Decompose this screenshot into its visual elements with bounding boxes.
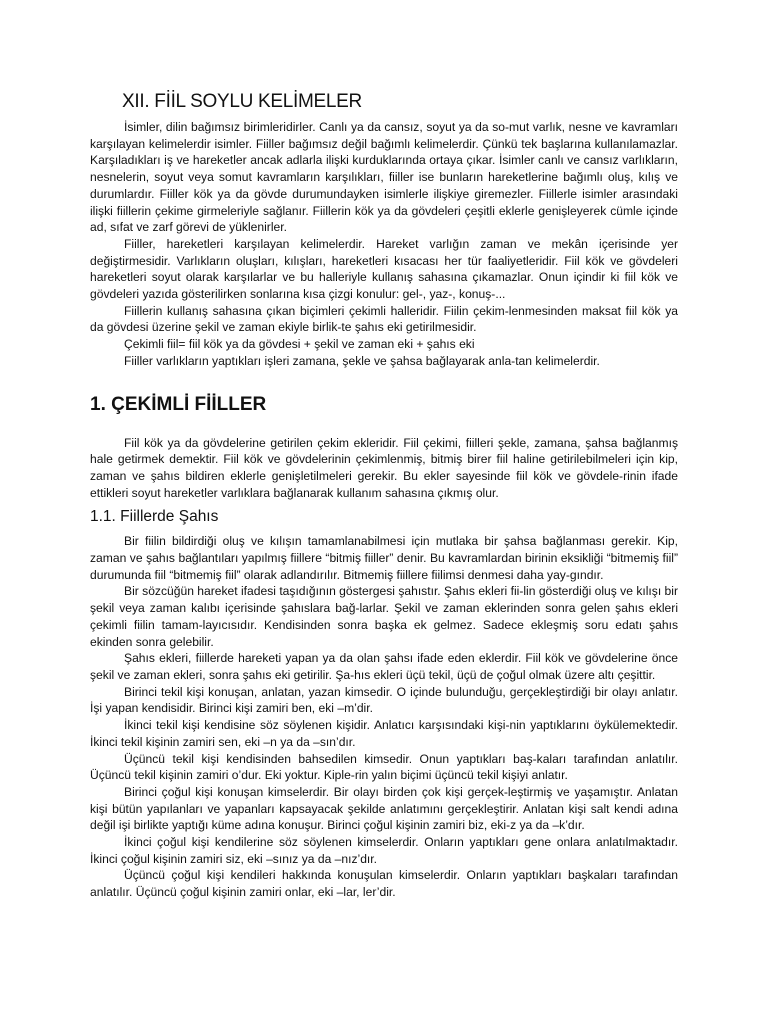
paragraph: İsimler, dilin bağımsız birimleridirler. Canlı ya da cansız, soyut ya da so-mut varlık, nesne ve kavramları karşılayan kelimelerdir isimler. Fiiller bağımsız değil bağımlı kelimelerdir. Çünkü tek başlarına kullanılamazlar. Karşıladıkları iş ve hareketler ancak adlarla ilişki kurduklarında ortaya çıkar. İsimler canlı ve cansız varlıkların, nesnelerin, soyut veya somut kavramların karşılıkları, fiiller ise bunların hareketlerine bağımlı oluş, kılış ve durumlardır. Fiiller kök ya da gövde durumundayken isimlerle ilişkiye giremezler. Fiillerle isimler arasındaki ilişki fiillerin çekime girmeleriyle sağlanır. Fiillerin kök ya da gövdeleri çeşitli eklerle genişleyerek cümle içinde ad, sıfat ve zarf görevi de yüklenirler. — [90, 120, 678, 235]
paragraph: Bir sözcüğün hareket ifadesi taşıdığının göstergesi şahıstır. Şahıs ekleri fii-lin gösterdiği oluş ve kılışı bir şekil veya zaman kalıbı içerisinde şahıslara bağ-larlar. Şekil ve zaman eklerinden sonra gelen şahıs ekleri çekimli fiilin tamam-layıcısıdır. Kendisinden sonra başka ek gelmez. Sadece ekleşmiş soru edatı şahıs ekinden sonra gelebilir. — [90, 584, 678, 649]
document-title: XII. FİİL SOYLU KELİMELER — [122, 91, 362, 112]
paragraph: Bir fiilin bildirdiği oluş ve kılışın tamamlanabilmesi için mutlaka bir şahsa bağlanması gerekir. Kip, zaman ve şahıs bağlantıları yapılmış fiillere “bitmiş fiiller” denir. Bu kavramlardan birinin eksikliği “bitmemiş fiil” durumunda fiil “bitmemiş fiil” olarak adlandırılır. Bitmemiş fiillere fiilimsi denmesi daha yay-gındır. — [90, 534, 678, 582]
section-1-body — [90, 435, 678, 502]
subsection-body — [90, 533, 678, 900]
section-heading: 1. ÇEKİMLİ FİİLLER — [90, 393, 267, 415]
paragraph: İkinci çoğul kişi kendilerine söz söylenen kimselerdir. Onların yaptıkları gene onlara anlatılmaktadır. İkinci çoğul kişinin zamiri siz, eki –sınız ya da –nız’dır. — [90, 835, 678, 866]
subsection-heading: 1.1. Fiillerde Şahıs — [90, 508, 219, 526]
paragraph: Fiillerin kullanış sahasına çıkan biçimleri çekimli halleridir. Fiilin çekim-lenmesinden maksat fiil kök ya da gövdesi üzerine şekil ve zaman ekiyle birlik-te şahıs eki getirilmesidir. — [90, 303, 678, 335]
paragraph: İkinci tekil kişi kendisine söz söylenen kişidir. Anlatıcı karşısındaki kişi-nin yaptıklarını öykülemektedir. İkinci tekil kişinin zamiri sen, eki –n ya da –sın’dır. — [90, 718, 678, 749]
paragraph: Fiiller, hareketleri karşılayan kelimelerdir. Hareket varlığın zaman ve mekân içerisinde yer değiştirmesidir. Varlıkların oluşları, kılışları, hareketleri kısacası her tür faaliyetleridir. Fiil kök ve gövdeleri hareketleri soyut olarak karşılarlar ve bu halleriyle kullanış sahasına çıkamazlar. Onun içindir ki fiil kök ve gövdeleri yazıda gösterilirken sonlarına kısa çizgi konulur: gel-, yaz-, konuş-... — [90, 236, 678, 302]
paragraph: Fiil kök ya da gövdelerine getirilen çekim ekleridir. Fiil çekimi, fiilleri şekle, zamana, şahsa bağlanmış hale getirmek demektir. Fiil kök ve gövdelerinin çekimlenmiş, bitmiş birer fiil haline getirilebilmeleri için kip, zaman ve şahıs bildiren eklerle genişletilmeleri gerekir. Bu ekler sayesinde fiil kök ve gövdele-rinin ifade ettikleri soyut hareketler varlıklara bağlanarak kullanım sahasına çıkmış olur. — [90, 435, 678, 500]
paragraph: Şahıs ekleri, fiillerde hareketi yapan ya da olan şahsı ifade eden eklerdir. Fiil kök ve gövdelerine önce şekil ve zaman ekleri, sonra şahıs eki getirilir. Şa-hıs ekleri üçü tekil, üçü de çoğul olmak üzere altı çeşittir. — [90, 651, 678, 682]
formula-line: Çekimli fiil= fiil kök ya da gövdesi + şekil ve zaman eki + şahıs eki — [124, 337, 475, 352]
paragraph: Üçüncü çoğul kişi kendileri hakkında konuşulan kimselerdir. Onların yaptıkları başkaları tarafından anlatılır. Üçüncü çoğul kişinin zamiri onlar, eki –lar, ler’dir. — [90, 868, 678, 900]
paragraph: Birinci çoğul kişi konuşan kimselerdir. Bir olayı birden çok kişi gerçek-leştirmiş ve yaşamıştır. Anlatan kişi bütün yapılanları ve yapanları kapsayacak şekilde anlatımını gerçekleştirir. Anlatan kişi salt kendi adına değil işi birlikte yaptığı küme adına konuşur. Birinci çoğul kişinin zamiri biz, eki-z ya da –k’dır. — [90, 784, 678, 833]
paragraph: Üçüncü tekil kişi kendisinden bahsedilen kimsedir. Onun yaptıkları baş-kaları tarafından anlatılır. Üçüncü tekil kişinin zamiri o’dur. Eki yoktur. Kiple-rin yalın biçimi üçüncü tekil kişiyi anlatır. — [90, 751, 678, 783]
paragraph: Birinci tekil kişi konuşan, anlatan, yazan kimsedir. O içinde bulunduğu, gerçekleştirdiği bir olayı anlatır. İşi yapan kendisidir. Birinci kişi zamiri ben, eki –m’dir. — [90, 684, 678, 716]
paragraph: Fiiller varlıkların yaptıkları işleri zamana, şekle ve şahsa bağlayarak anla-tan kelimelerdir. — [124, 353, 600, 368]
intro-section — [90, 119, 678, 370]
